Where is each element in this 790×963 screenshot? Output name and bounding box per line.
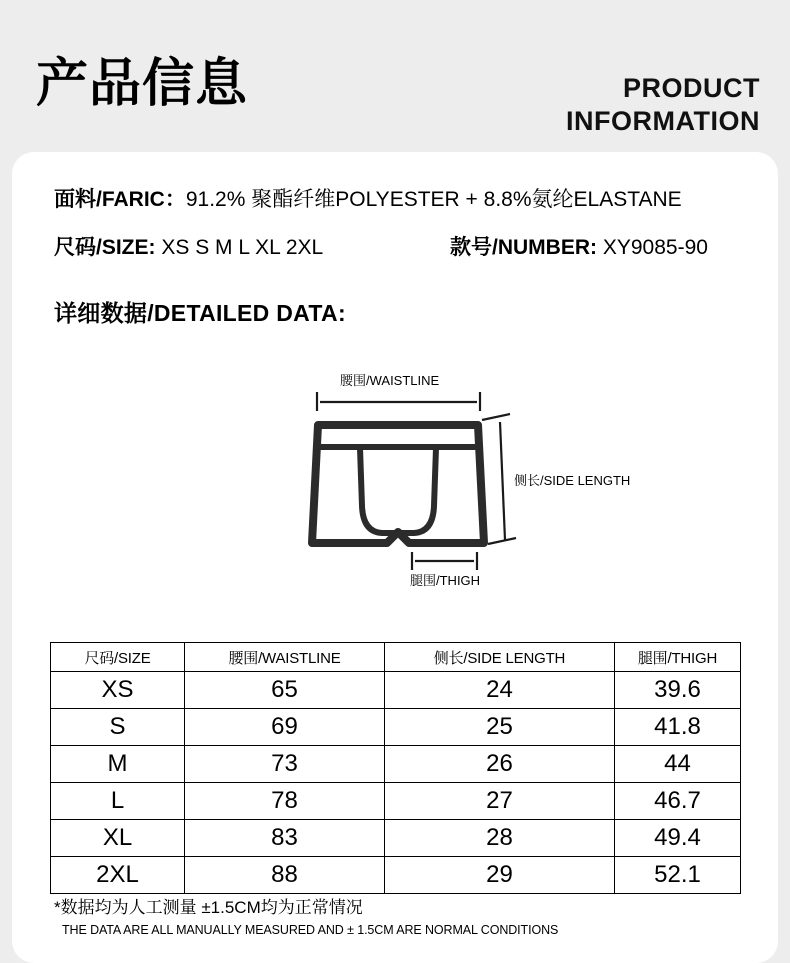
cell-side-length: 25 (385, 709, 615, 746)
cell-thigh: 52.1 (615, 857, 741, 894)
cell-side-length: 26 (385, 746, 615, 783)
size-chart-table-wrapper (50, 642, 740, 894)
footnote-en: THE DATA ARE ALL MANUALLY MEASURED AND ± 1.5CM ARE NORMAL CONDITIONS (62, 923, 559, 938)
fabric-label: 面料/FARIC： (54, 188, 186, 211)
page-header (0, 0, 790, 152)
size-chart-table (50, 642, 741, 894)
cell-thigh: 44 (615, 746, 741, 783)
waistline-dimension-line (317, 392, 480, 411)
side-length-dimension-line (482, 414, 516, 544)
cell-waistline: 65 (185, 672, 385, 709)
measurement-footnote (54, 897, 744, 939)
cell-side-length: 28 (385, 820, 615, 857)
thigh-dimension-line (412, 552, 477, 570)
cell-thigh: 46.7 (615, 783, 741, 820)
cell-waistline: 78 (185, 783, 385, 820)
detailed-data-heading: 详细数据/DETAILED DATA: (54, 300, 346, 326)
table-row (51, 709, 741, 746)
cell-thigh: 39.6 (615, 672, 741, 709)
cell-waistline: 73 (185, 746, 385, 783)
cell-size: L (51, 783, 185, 820)
size-label: 尺码/SIZE: (54, 236, 156, 259)
table-header-row (51, 643, 741, 672)
fabric-value: 91.2% 聚酯纤维POLYESTER + 8.8%氨纶ELASTANE (185, 188, 682, 211)
table-row (51, 746, 741, 783)
cell-waistline: 83 (185, 820, 385, 857)
cell-waistline: 69 (185, 709, 385, 746)
column-header-size: 尺码/SIZE (51, 643, 185, 672)
cell-thigh: 49.4 (615, 820, 741, 857)
cell-size: 2XL (51, 857, 185, 894)
cell-size: XS (51, 672, 185, 709)
cell-size: XL (51, 820, 185, 857)
number-label: 款号/NUMBER: (450, 236, 597, 259)
thigh-label: 腿围/THIGH (410, 573, 481, 588)
table-row (51, 783, 741, 820)
column-header-side-length: 侧长/SIDE LENGTH (385, 643, 615, 672)
footnote-cn: *数据均为人工测量 ±1.5CM均为正常情况 (54, 898, 363, 917)
size-value: XS S M L XL 2XL (161, 236, 324, 259)
table-row (51, 857, 741, 894)
cell-side-length: 27 (385, 783, 615, 820)
cell-side-length: 24 (385, 672, 615, 709)
table-row (51, 672, 741, 709)
cell-size: S (51, 709, 185, 746)
boxer-brief-illustration (312, 425, 484, 543)
cell-size: M (51, 746, 185, 783)
number-value: XY9085-90 (602, 236, 708, 259)
page-title-en-line1: PRODUCT (623, 73, 760, 103)
table-row (51, 820, 741, 857)
number-row (450, 237, 708, 258)
cell-thigh: 41.8 (615, 709, 741, 746)
fabric-row (54, 189, 682, 210)
size-row (54, 237, 323, 258)
cell-side-length: 29 (385, 857, 615, 894)
cell-waistline: 88 (185, 857, 385, 894)
column-header-thigh: 腿围/THIGH (615, 643, 741, 672)
content-panel (12, 152, 778, 963)
page-title-en-line2: INFORMATION (566, 105, 760, 136)
waistline-label: 腰围/WAISTLINE (340, 373, 440, 388)
column-header-waistline: 腰围/WAISTLINE (185, 643, 385, 672)
measurement-diagram (292, 374, 652, 599)
page-title-en (566, 72, 760, 138)
page-title-cn: 产品信息 (36, 55, 249, 113)
side-length-label: 侧长/SIDE LENGTH (514, 473, 631, 488)
